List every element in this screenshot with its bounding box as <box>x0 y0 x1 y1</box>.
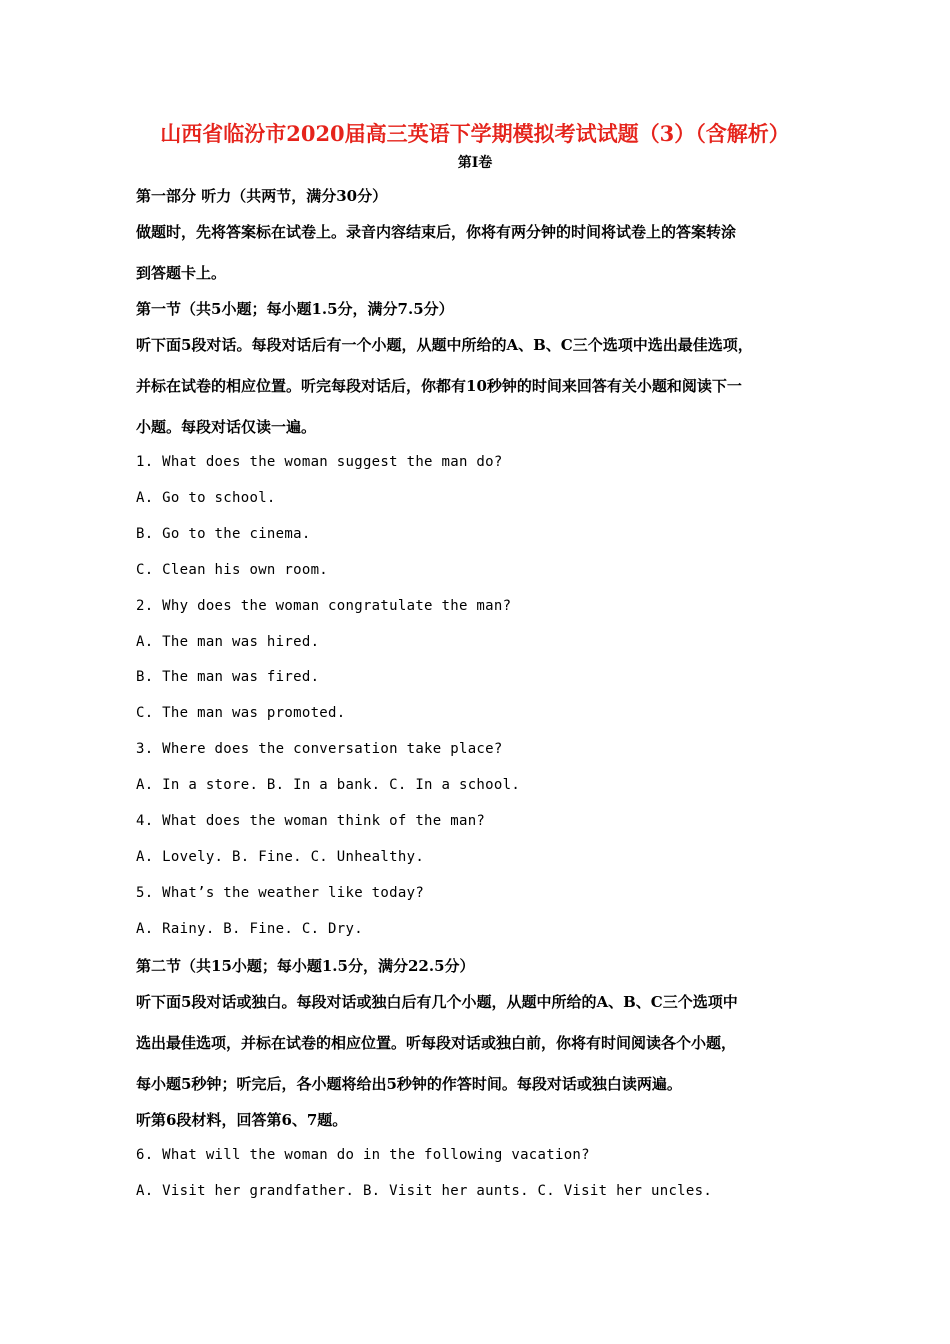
option-line: A. Lovely. B. Fine. C. Unhealthy. <box>136 849 425 865</box>
option-line: A. Visit her grandfather. B. Visit her aunts. C. Visit her uncles. <box>136 1183 713 1199</box>
instruction-line: 选出最佳选项，并标在试卷的相应位置。听每段对话或独白前，你将有时间阅读各个小题， <box>136 1034 737 1052</box>
option-line: B. Go to the cinema. <box>136 526 311 542</box>
question-2: 2. Why does the woman congratulate the man? <box>136 598 512 614</box>
question-1: 1. What does the woman suggest the man do? <box>136 454 503 470</box>
instruction-line: 小题。每段对话仅读一遍。 <box>136 418 317 436</box>
instruction-line: 到答题卡上。 <box>136 264 227 282</box>
question-3: 3. Where does the conversation take place? <box>136 741 503 757</box>
material-heading: 听第6段材料，回答第6、7题。 <box>136 1111 348 1129</box>
document-title: 山西省临汾市2020届高三英语下学期模拟考试试题（3）（含解析） <box>160 121 790 146</box>
question-6: 6. What will the woman do in the following vacation? <box>136 1147 590 1163</box>
option-line: C. Clean his own room. <box>136 562 329 578</box>
option-line: A. In a store. B. In a bank. C. In a school. <box>136 777 521 793</box>
option-line: B. The man was fired. <box>136 669 320 685</box>
section-one-heading: 第一节（共5小题；每小题1.5分，满分7.5分） <box>136 300 454 318</box>
option-line: A. The man was hired. <box>136 634 320 650</box>
option-line: A. Rainy. B. Fine. C. Dry. <box>136 921 363 937</box>
question-4: 4. What does the woman think of the man? <box>136 813 486 829</box>
option-line: A. Go to school. <box>136 490 276 506</box>
section-heading-volume-1: 第Ⅰ卷 <box>457 155 493 171</box>
instruction-line: 听下面5段对话或独白。每段对话或独白后有几个小题，从题中所给的A、B、C三个选项中 <box>136 993 738 1011</box>
part-one-heading: 第一部分 听力（共两节，满分30分） <box>136 187 388 205</box>
section-two-heading: 第二节（共15小题；每小题1.5分，满分22.5分） <box>136 957 475 975</box>
instruction-line: 每小题5秒钟；听完后，各小题将给出5秒钟的作答时间。每段对话或独白读两遍。 <box>136 1075 682 1093</box>
question-5: 5. What’s the weather like today? <box>136 885 425 901</box>
option-line: C. The man was promoted. <box>136 705 346 721</box>
instruction-line: 并标在试卷的相应位置。听完每段对话后，你都有10秒钟的时间来回答有关小题和阅读下一 <box>136 377 742 395</box>
instruction-line: 做题时，先将答案标在试卷上。录音内容结束后，你将有两分钟的时间将试卷上的答案转涂 <box>136 223 737 241</box>
instruction-line: 听下面5段对话。每段对话后有一个小题，从题中所给的A、B、C三个选项中选出最佳选项， <box>136 336 753 354</box>
